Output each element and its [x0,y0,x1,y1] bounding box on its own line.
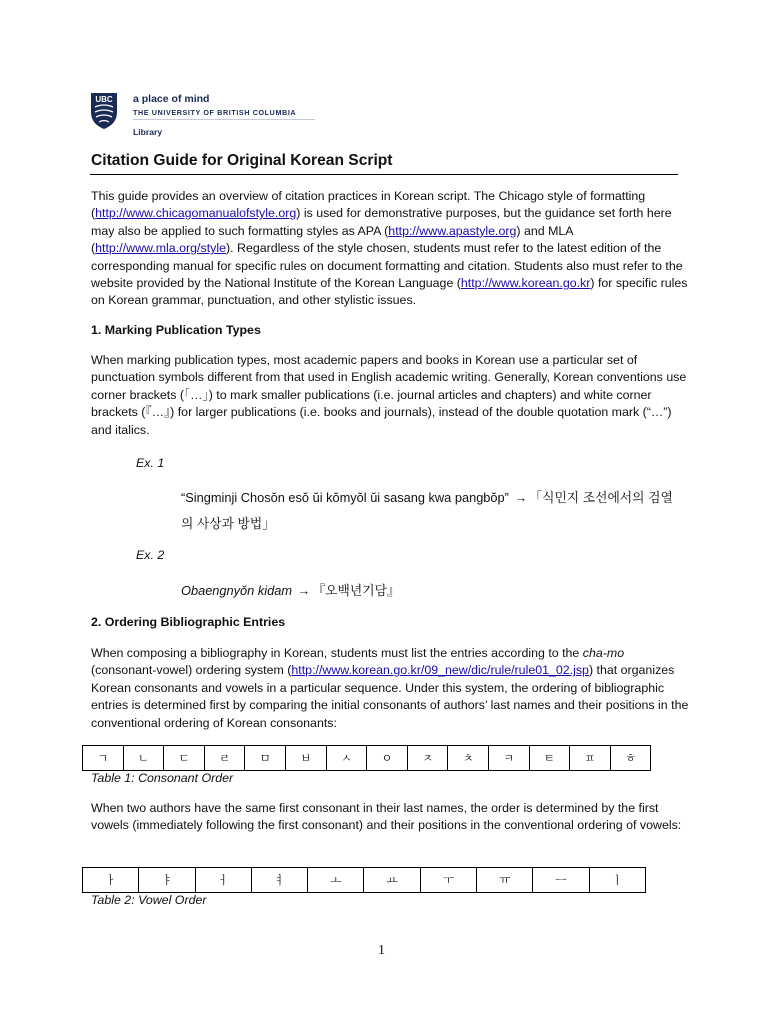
table-cell: ㄹ [204,746,245,771]
table-cell: ㅇ [367,746,408,771]
mla-link[interactable]: http://www.mla.org/style [95,241,226,256]
ubc-crest-icon [90,92,118,130]
table-cell: ㅅ [326,746,367,771]
ordering-text-3: ) that organizes Korean consonants and vowels in a particular sequence. Under this system, the ordering of bibliographic entries is determined first by comparing the initial consonants of authors’ last names and their positions in the conventional ordering of Korean consonants: [91,663,689,730]
university-name: THE UNIVERSITY OF BRITISH COLUMBIA [133,108,297,117]
table-2-caption: Table 2: Vowel Order [91,893,207,907]
table-cell: ㄷ [164,746,205,771]
table-cell: ㅈ [407,746,448,771]
table-cell: ㅗ [308,868,364,893]
example-2 [181,578,681,604]
table-cell: ㅂ [285,746,326,771]
table-cell: ㅑ [139,868,195,893]
svg-text:UBC: UBC [95,95,113,104]
marking-paragraph: When marking publication types, most academic papers and books in Korean use a particular set of punctuation symbols different from that used in English academic writing. Generally, Korean conventions use corner brackets (「…」) to mark smaller publications (i.e. journal articles and chapters) and white corner brackets (『…』) for larger publications (i.e. books and journals), instead of the double quotation mark (“…”) and italics. [91,353,687,437]
table-cell: ㅛ [364,868,420,893]
table-cell: ㅜ [420,868,476,893]
table-1-caption: Table 1: Consonant Order [91,771,234,785]
title-underline [90,174,678,175]
section-heading-ordering: 2. Ordering Bibliographic Entries [91,615,286,629]
consonant-order-table [82,745,651,771]
tagline: a place of mind [133,93,210,105]
intro-text-3: ) and MLA ( [91,223,573,256]
table-cell: ㅠ [477,868,533,893]
table-cell: ㅏ [83,868,139,893]
example-1-romanized: “Singminji Chosŏn esŏ ŭi kŏmyŏl ŭi sasang kwa pangbŏp” [181,490,509,505]
intro-paragraph [91,188,691,310]
cha-mo-rule-link[interactable]: http://www.korean.go.kr/09_new/dic/rule/rule01_02.jsp [291,663,589,678]
vowel-order-table [82,867,646,893]
intro-text-4: ). Regardless of the style chosen, students must refer to the latest edition of the corresponding manual for specific rules on document formatting and citation. Students also must refer to the website provided by the National Institute of the Korean Language ( [91,241,683,291]
table-cell: ㅡ [533,868,589,893]
example-1 [181,485,681,537]
library-label: Library [133,127,163,137]
table-row [83,868,646,893]
page-number: 1 [378,943,385,958]
table-cell: ㅊ [448,746,489,771]
document-title: Citation Guide for Original Korean Script [91,152,393,169]
table-cell: ㄱ [83,746,124,771]
table-cell: ㄴ [123,746,164,771]
table-cell: ㅕ [251,868,307,893]
table-cell: ㅋ [488,746,529,771]
table-cell: ㅎ [610,746,651,771]
right-arrow-icon: → [514,490,528,505]
ordering-paragraph [91,645,691,732]
table-cell: ㅌ [529,746,570,771]
right-arrow-icon: → [297,583,311,598]
intro-text-1: This guide provides an overview of citation practices in Korean script. The Chicago style of formatting ( [91,189,646,221]
section-heading-marking: 1. Marking Publication Types [91,323,261,337]
logo-divider [133,119,315,120]
example-1-label: Ex. 1 [136,456,165,470]
example-2-label: Ex. 2 [136,548,165,562]
ordering-text-2: (consonant-vowel) ordering system ( [91,663,292,678]
chicago-link[interactable]: http://www.chicagomanualofstyle.org [95,206,297,221]
table-cell: ㅣ [589,868,645,893]
ordering-text-1: When composing a bibliography in Korean, students must list the entries according to the [91,646,583,660]
ubc-library-logo [90,92,320,142]
table-row [83,746,651,771]
example-1-korean: 「식민지 조선에서의 검열의 사상과 방법」 [181,490,673,531]
table-cell: ㅍ [570,746,611,771]
table-cell: ㅁ [245,746,286,771]
cha-mo-term: cha-mo [582,646,625,660]
example-2-romanized: Obaengnyŏn kidam [181,583,292,598]
vowel-paragraph: When two authors have the same first consonant in their last names, the order is determined by the first vowels (immediately following the first consonant) and their positions in the conventional ordering of vowels: [91,801,682,833]
example-2-korean: 『오백년기담』 [312,583,400,598]
apa-link[interactable]: http://www.apastyle.org [388,223,517,238]
intro-text-2: ) is used for demonstrative purposes, but the guidance set forth here may also be applied to such formatting styles as APA ( [91,206,672,238]
korean-institute-link[interactable]: http://www.korean.go.kr [460,276,591,291]
intro-text-5: ) for specific rules on Korean grammar, punctuation, and other stylistic issues. [91,276,688,308]
table-cell: ㅓ [195,868,251,893]
